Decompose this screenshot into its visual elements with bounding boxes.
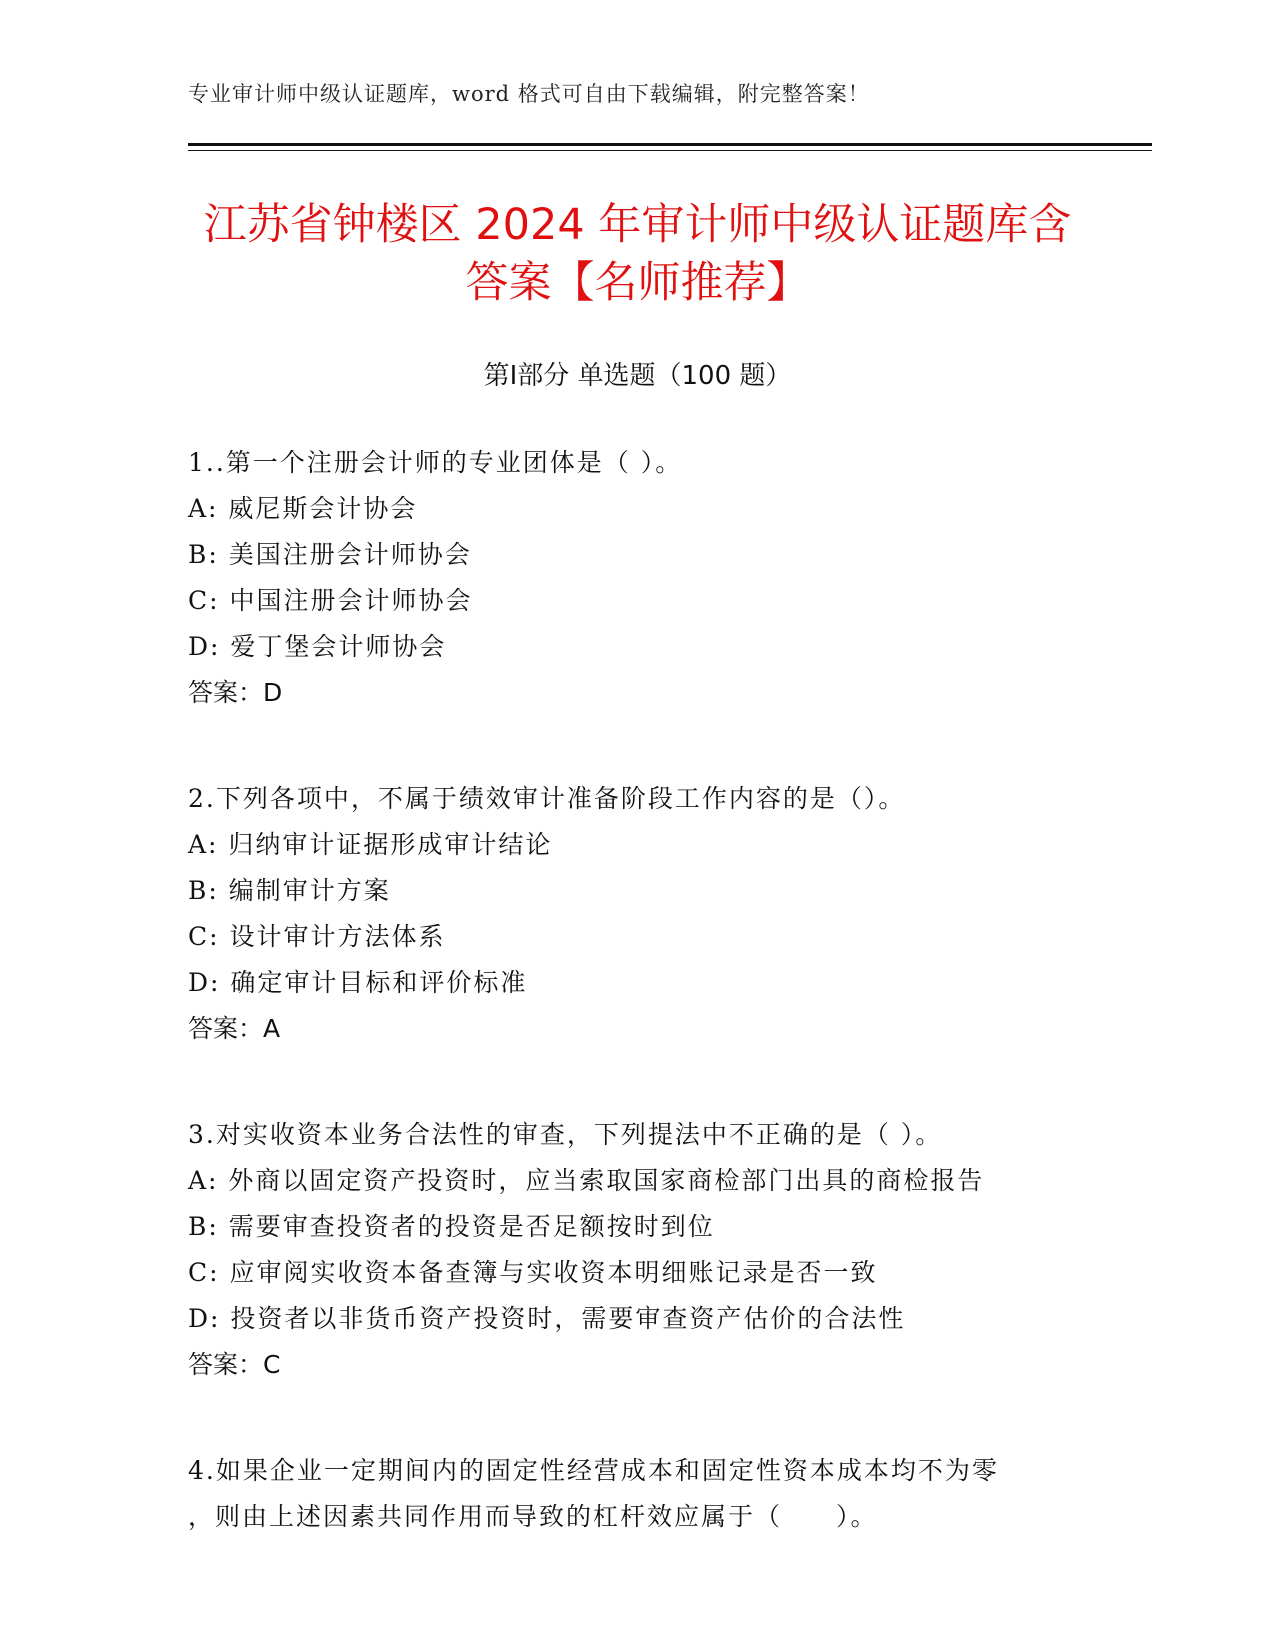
option-b: B: 美国注册会计师协会 — [188, 540, 472, 569]
option-d: D: 投资者以非货币资产投资时，需要审查资产估价的合法性 — [188, 1304, 906, 1333]
question-stem-line-2: ，则由上述因素共同作用而导致的杠杆效应属于（ ）。 — [188, 1502, 878, 1531]
option-d: D: 爱丁堡会计师协会 — [188, 632, 447, 661]
answer: 答案：C — [188, 1350, 281, 1379]
header-note: 专业审计师中级认证题库，word 格式可自由下载编辑，附完整答案！ — [188, 82, 870, 106]
question-stem: 3.对实收资本业务合法性的审查，下列提法中不正确的是（ ）。 — [188, 1120, 943, 1149]
option-b: B: 需要审查投资者的投资是否足额按时到位 — [188, 1212, 715, 1241]
option-a: A: 归纳审计证据形成审计结论 — [188, 830, 553, 859]
section-title: 第Ⅰ部分 单选题（100 题） — [483, 361, 792, 391]
option-c: C: 设计审计方法体系 — [188, 922, 446, 951]
question-1 — [188, 440, 1088, 716]
answer: 答案：A — [188, 1014, 281, 1043]
title-line-2: 答案【名师推荐】 — [465, 258, 810, 308]
document-title — [150, 196, 1125, 312]
option-c: C: 中国注册会计师协会 — [188, 586, 473, 615]
option-c: C: 应审阅实收资本备查簿与实收资本明细账记录是否一致 — [188, 1258, 878, 1287]
option-d: D: 确定审计目标和评价标准 — [188, 968, 528, 997]
question-4 — [188, 1448, 1088, 1540]
option-b: B: 编制审计方案 — [188, 876, 391, 905]
header-rule-thin — [188, 150, 1152, 151]
answer: 答案：D — [188, 678, 283, 707]
question-3 — [188, 1112, 1088, 1388]
option-a: A: 威尼斯会计协会 — [188, 494, 418, 523]
question-2 — [188, 776, 1088, 1052]
title-line-1: 江苏省钟楼区 2024 年审计师中级认证题库含 — [203, 200, 1072, 250]
option-a: A: 外商以固定资产投资时，应当索取国家商检部门出具的商检报告 — [188, 1166, 985, 1195]
question-stem-line-1: 4.如果企业一定期间内的固定性经营成本和固定性资本成本均不为零 — [188, 1456, 999, 1485]
question-stem: 1..第一个注册会计师的专业团体是（ ）。 — [188, 448, 683, 477]
question-list — [188, 440, 1088, 1600]
header-rule-thick — [188, 143, 1152, 146]
question-stem: 2.下列各项中，不属于绩效审计准备阶段工作内容的是（）。 — [188, 784, 906, 813]
